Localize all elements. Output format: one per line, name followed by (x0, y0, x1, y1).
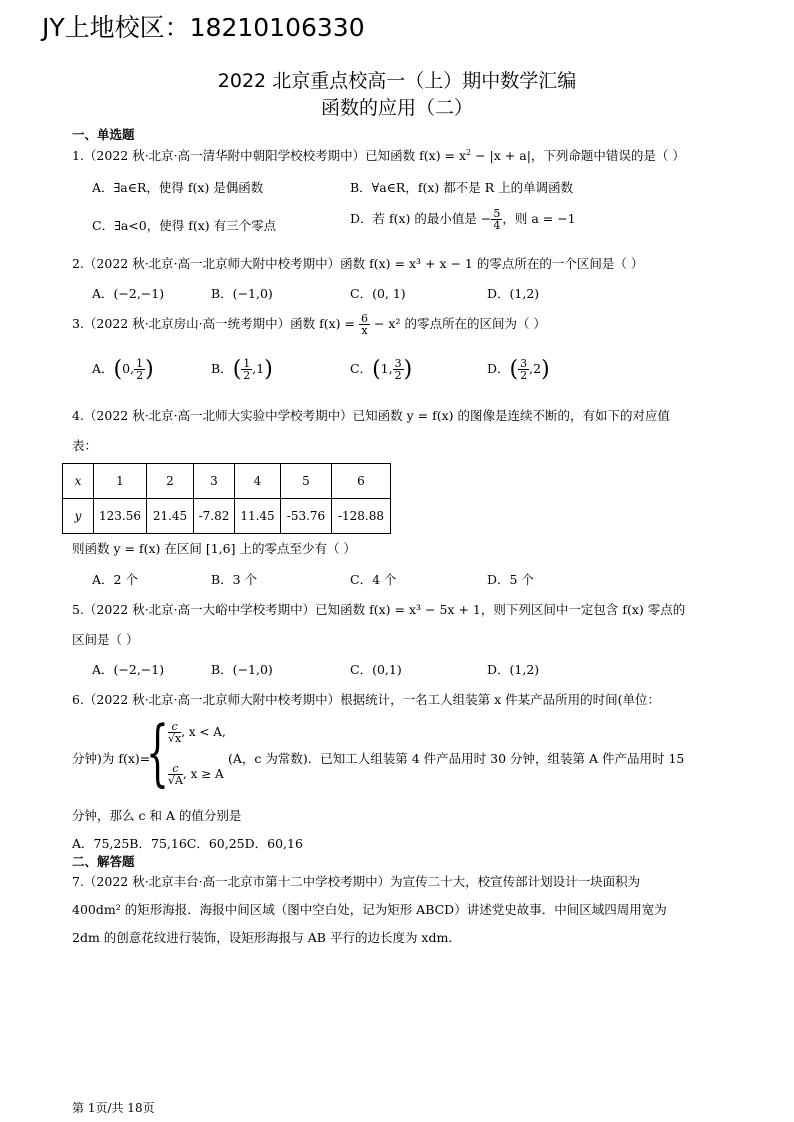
q5-stem-line1: 5.（2022 秋·北京·高一大峪中学校考期中）已知函数 f(x) = x³ − 5x + 1，则下列区间中一定包含 f(x) 零点的 (72, 602, 686, 617)
q1-option-d-fraction: $\frac{5}{4}$ (493, 207, 501, 232)
table-cell: -128.88 (332, 499, 391, 534)
q1-stem-function: f(x) = x (419, 148, 467, 163)
q3-option-c: C．(1, $\frac{3}{2}$ ) (350, 357, 413, 382)
section-heading-single-choice: 一、单选题 (72, 127, 135, 142)
q1-stem: 1.（2022 秋·北京·高一清华附中朝阳学校校考期中）已知函数 $f(x) = x^2 - |x + a|$，下列命题中错误的是（ ） (72, 147, 685, 163)
table-row (63, 499, 391, 534)
q1-option-c: C．∃a<0，使得 f(x) 有三个零点 (92, 218, 277, 233)
q4-stem-line1: 4.（2022 秋·北京·高一北师大实验中学校考期中）已知函数 y = f(x) 的图像是连续不断的，有如下的对应值 (72, 408, 671, 423)
q6-stem-prefix: 分钟)为 f(x)= (72, 751, 151, 766)
table-cell: 4 (235, 464, 281, 499)
q6-options: A．75,25B．75,16C．60,25D．60,16 (72, 836, 303, 851)
table-cell: 11.45 (235, 499, 281, 534)
q2-option-a: A．(−2,−1) (92, 286, 165, 301)
q7-line1: 7.（2022 秋·北京丰台·高一北京市第十二中学校考期中）为宣传二十大，校宣传部计划设计一块面积为 (72, 874, 641, 889)
q1-option-d-suffix: ，则 a = −1 (502, 211, 576, 226)
q3-option-a: A．(0, $\frac{1}{2}$ ) (92, 357, 154, 382)
q4-stem-line2: 表： (72, 438, 98, 453)
q4-value-table (62, 463, 391, 534)
doc-subtitle: 函数的应用（二） (320, 97, 473, 119)
q1-option-b: B．∀a∈R，f(x) 都不是 R 上的单调函数 (350, 180, 574, 195)
q7-line3: 2dm 的创意花纹进行装饰，设矩形海报与 AB 平行的边长度为 xdm． (72, 930, 461, 945)
q4-option-a: A．2 个 (92, 572, 138, 587)
q6-stem-line1: 6.（2022 秋·北京·高一北京师大附中校考期中）根据统计，一名工人组装第 x 件某产品所用的时间(单位： (72, 692, 661, 707)
q3-stem-fraction: $\frac{6}{x}$ (360, 312, 368, 337)
table-header-y: y (63, 499, 94, 534)
section-heading-answer: 二、解答题 (72, 854, 135, 869)
q1-option-a: A．∃a∈R，使得 f(x) 是偶函数 (92, 180, 264, 195)
q4-option-c: C．4 个 (350, 572, 397, 587)
table-cell: -53.76 (281, 499, 332, 534)
q4-option-b: B．3 个 (211, 572, 258, 587)
q1-stem-prefix: 1.（2022 秋·北京·高一清华附中朝阳学校校考期中）已知函数 (72, 148, 420, 163)
table-header-x: x (63, 464, 94, 499)
table-cell: 6 (332, 464, 391, 499)
table-cell: 2 (147, 464, 194, 499)
header-contact: JY上地校区：18210106330 (42, 13, 365, 42)
table-cell: -7.82 (194, 499, 235, 534)
q5-option-c: C．(0,1) (350, 662, 402, 677)
q6-piece-1: $\frac{c}{√x}$ , x < A, (168, 720, 226, 745)
q7-line2: 400dm² 的矩形海报．海报中间区域（图中空白处，记为矩形 ABCD）讲述党史故事．中间区域四周用宽为 (72, 902, 667, 917)
q2-option-d: D．(1,2) (487, 286, 540, 301)
q2-option-c: C．(0, 1) (350, 286, 406, 301)
q1-option-d-prefix: D．若 f(x) 的最小值是 − (350, 211, 492, 226)
q6-piece-2: $\frac{c}{√A}$ , x ≥ A (168, 762, 224, 787)
q6-stem-suffix: (A，c 为常数)．已知工人组装第 4 件产品用时 30 分钟，组装第 A 件产品用时 15 (228, 751, 685, 766)
q3-stem-prefix: 3.（2022 秋·北京房山·高一统考期中）函数 f(x) = (72, 316, 359, 331)
q5-option-b: B．(−1,0) (211, 662, 273, 677)
q6-piecewise-brace: { (146, 710, 169, 794)
q2-option-b: B．(−1,0) (211, 286, 273, 301)
q5-stem-line2: 区间是（ ） (72, 632, 139, 647)
q3-stem-suffix: − x² 的零点所在的区间为（ ） (369, 316, 546, 331)
table-cell: 123.56 (94, 499, 147, 534)
q3-stem (72, 313, 546, 336)
page-footer: 第 1页/共 18页 (72, 1101, 155, 1115)
doc-title: 2022 北京重点校高一（上）期中数学汇编 (217, 70, 577, 92)
q4-question: 则函数 y = f(x) 在区间 [1,6] 上的零点至少有（ ） (72, 541, 356, 556)
q5-option-d: D．(1,2) (487, 662, 540, 677)
q2-stem: 2.（2022 秋·北京·高一北京师大附中校考期中）函数 f(x) = x³ + x − 1 的零点所在的一个区间是（ ） (72, 256, 644, 271)
table-cell: 1 (94, 464, 147, 499)
table-cell: 3 (194, 464, 235, 499)
table-cell: 21.45 (147, 499, 194, 534)
q1-stem-rest: − |x + a|，下列命题中错误的是（ ） (471, 148, 685, 163)
q1-option-d (350, 208, 576, 231)
q3-option-b: B．( $\frac{1}{2}$ ,1) (211, 357, 273, 382)
table-cell: 5 (281, 464, 332, 499)
table-row (63, 464, 391, 499)
q5-option-a: A．(−2,−1) (92, 662, 165, 677)
q4-option-d: D．5 个 (487, 572, 534, 587)
q3-option-d: D．( $\frac{3}{2}$ ,2) (487, 357, 550, 382)
q6-stem-line3: 分钟，那么 c 和 A 的值分别是 (72, 808, 242, 823)
